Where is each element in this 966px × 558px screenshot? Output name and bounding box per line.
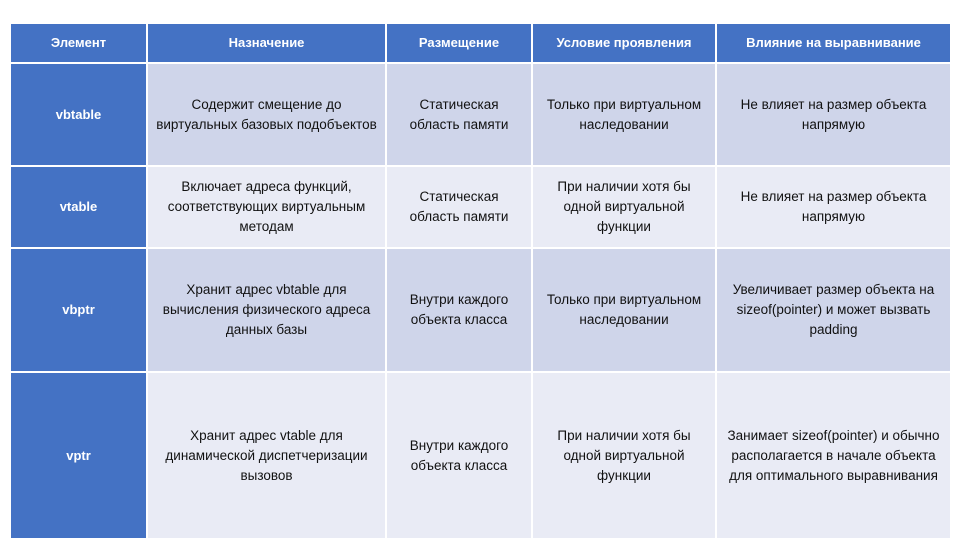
comparison-table-container [9, 22, 950, 540]
header-condition: Условие проявления [533, 24, 715, 62]
row-element: vtable [11, 167, 146, 247]
row-placement: Внутри каждого объекта класса [387, 249, 531, 371]
header-alignment: Влияние на выравнивание [717, 24, 950, 62]
table-row [11, 167, 950, 247]
row-purpose: Хранит адрес vtable для динамической диспетчеризации вызовов [148, 373, 385, 538]
table-row [11, 249, 950, 371]
row-alignment: Увеличивает размер объекта на sizeof(pointer) и может вызвать padding [717, 249, 950, 371]
row-placement: Статическая область памяти [387, 167, 531, 247]
row-element: vbptr [11, 249, 146, 371]
row-element: vptr [11, 373, 146, 538]
row-condition: При наличии хотя бы одной виртуальной функции [533, 167, 715, 247]
row-purpose: Хранит адрес vbtable для вычисления физического адреса данных базы [148, 249, 385, 371]
row-condition: При наличии хотя бы одной виртуальной функции [533, 373, 715, 538]
comparison-table [9, 22, 952, 540]
row-element: vbtable [11, 64, 146, 165]
row-alignment: Не влияет на размер объекта напрямую [717, 167, 950, 247]
row-placement: Внутри каждого объекта класса [387, 373, 531, 538]
header-element: Элемент [11, 24, 146, 62]
row-condition: Только при виртуальном наследовании [533, 249, 715, 371]
row-condition: Только при виртуальном наследовании [533, 64, 715, 165]
header-row [11, 24, 950, 62]
row-alignment: Занимает sizeof(pointer) и обычно располагается в начале объекта для оптимального выравнивания [717, 373, 950, 538]
row-purpose: Содержит смещение до виртуальных базовых подобъектов [148, 64, 385, 165]
row-alignment: Не влияет на размер объекта напрямую [717, 64, 950, 165]
header-placement: Размещение [387, 24, 531, 62]
table-row [11, 373, 950, 538]
header-purpose: Назначение [148, 24, 385, 62]
row-placement: Статическая область памяти [387, 64, 531, 165]
row-purpose: Включает адреса функций, соответствующих виртуальным методам [148, 167, 385, 247]
table-row [11, 64, 950, 165]
